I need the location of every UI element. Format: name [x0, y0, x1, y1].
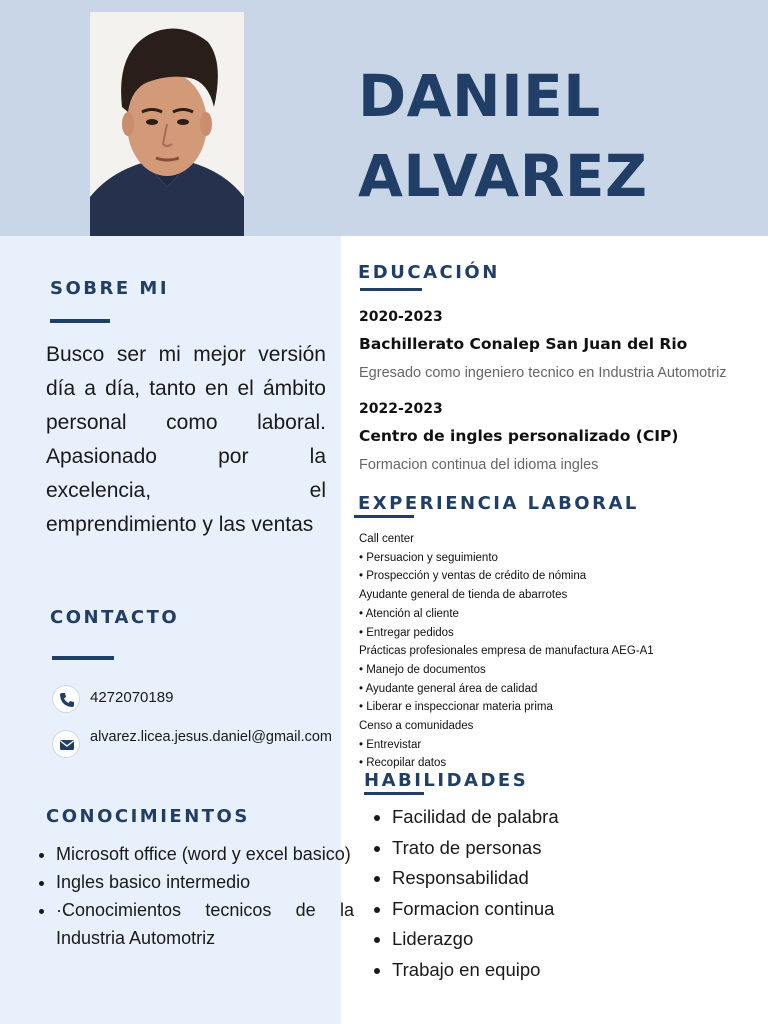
- experience-line: • Recopilar datos: [359, 757, 447, 770]
- about-text: Busco ser mi mejor versión día a día, tanto en el ámbito personal como laboral. Apasionado por la excelencia, el emprendimiento y las ventas: [46, 343, 326, 536]
- experience-line: • Ayudante general área de calidad: [359, 682, 538, 695]
- experience-line: • Entrevistar: [359, 738, 422, 751]
- knowledge-item: • Microsoft office (word y excel basico): [56, 840, 354, 868]
- education-rule: [360, 288, 422, 291]
- skills-rule: [364, 792, 424, 795]
- education-description: Egresado como ingeniero tecnico en Industria Automotriz: [359, 365, 727, 381]
- profile-photo: [90, 12, 244, 236]
- experience-line: • Atención al cliente: [359, 607, 459, 620]
- skill-item: • Trato de personas: [392, 833, 559, 864]
- about-title: SOBRE MI: [50, 278, 170, 299]
- skills-title: HABILIDADES: [364, 770, 529, 791]
- skills-list: [364, 802, 559, 986]
- first-name: DANIEL: [358, 62, 601, 130]
- skill-item: • Formacion continua: [392, 894, 559, 925]
- experience-line: • Liberar e inspeccionar materia prima: [359, 701, 553, 714]
- education-title: EDUCACIÓN: [358, 262, 500, 283]
- candidate-name: [358, 56, 648, 216]
- experience-line: • Persuacion y seguimiento: [359, 551, 498, 564]
- experience-line: Ayudante general de tienda de abarrotes: [359, 589, 568, 602]
- experience-title: EXPERIENCIA LABORAL: [358, 493, 639, 514]
- education-years: 2022-2023: [359, 401, 443, 417]
- experience-line: • Entregar pedidos: [359, 626, 454, 639]
- email-icon: [52, 730, 80, 758]
- experience-line: • Prospección y ventas de crédito de nómina: [359, 570, 587, 583]
- skill-item: • Liderazgo: [392, 924, 559, 955]
- experience-line: Prácticas profesionales empresa de manufactura AEG-A1: [359, 645, 654, 658]
- education-description: Formacion continua del idioma ingles: [359, 457, 599, 473]
- email-address: alvarez.licea.jesus.daniel@gmail.com: [90, 729, 332, 745]
- experience-line: • Manejo de documentos: [359, 663, 486, 676]
- experience-line: Censo a comunidades: [359, 720, 474, 733]
- experience-list: [359, 530, 759, 773]
- experience-line: Call center: [359, 533, 414, 545]
- last-name: ALVAREZ: [358, 142, 648, 210]
- contact-rule: [52, 656, 114, 660]
- experience-rule: [354, 515, 414, 518]
- phone-number: 4272070189: [90, 689, 174, 706]
- knowledge-item: • Ingles basico intermedio: [56, 868, 354, 896]
- phone-icon: [52, 685, 80, 713]
- knowledge-title: CONOCIMIENTOS: [46, 806, 250, 827]
- contact-title: CONTACTO: [50, 607, 180, 628]
- skill-item: • Facilidad de palabra: [392, 802, 559, 833]
- knowledge-item: • ·Conocimientos tecnicos de la Industria Automotriz: [56, 896, 354, 952]
- education-school: Bachillerato Conalep San Juan del Rio: [359, 335, 688, 353]
- knowledge-list: [28, 840, 354, 952]
- skill-item: • Trabajo en equipo: [392, 955, 559, 986]
- education-school: Centro de ingles personalizado (CIP): [359, 427, 679, 445]
- about-rule: [50, 319, 110, 323]
- education-years: 2020-2023: [359, 309, 443, 325]
- skill-item: • Responsabilidad: [392, 863, 559, 894]
